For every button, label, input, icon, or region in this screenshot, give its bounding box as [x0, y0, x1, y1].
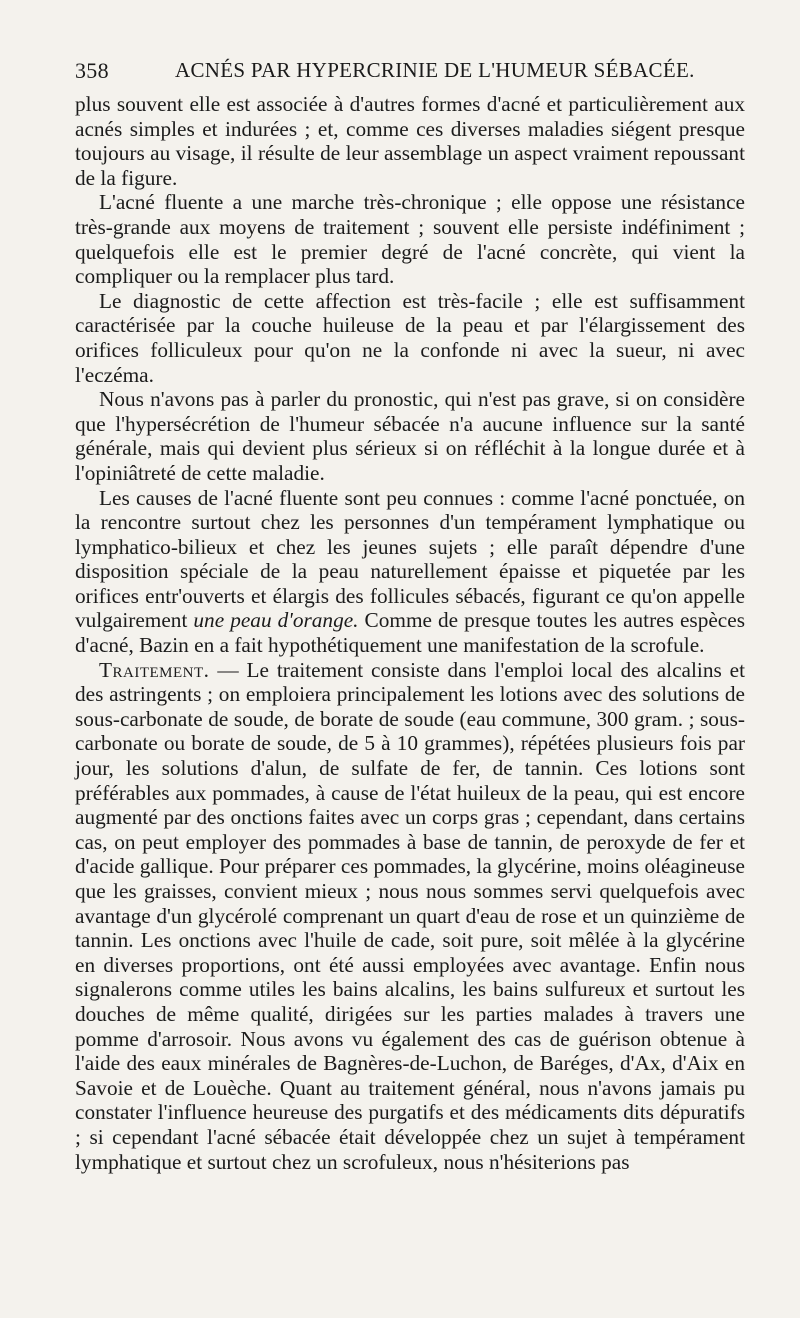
paragraph-text: Le diagnostic de cette affection est très-facile ; elle est suffisamment caractérisée par la couche huileuse de la peau et par l'élargissement des orifices folliculeux pour qu'on ne la confonde ni avec la sueur, ni avec l'eczéma.: [75, 288, 745, 387]
paragraph-text-after: Comme de presque toutes les autres espèces d'acné, Bazin en a fait hypothétiquement une manifestation de la scrofule.: [75, 608, 745, 658]
body-text: [75, 92, 745, 1174]
paragraph-diagnostic: [75, 289, 745, 387]
page-number: 358: [75, 58, 109, 83]
paragraph-pronostic: [75, 387, 745, 485]
page-header: [75, 58, 745, 88]
paragraph-continuation: [75, 92, 745, 190]
paragraph-causes: [75, 486, 745, 658]
italic-phrase: une peau d'orange.: [193, 608, 359, 633]
section-label: Traitement.: [99, 657, 210, 682]
running-title: ACNÉS PAR HYPERCRINIE DE L'HUMEUR SÉBACÉE.: [175, 58, 695, 82]
paragraph-traitement: [75, 658, 745, 1174]
paragraph-text: — Le traitement consiste dans l'emploi local des alcalins et des astringents ; on emploiera principalement les lotions avec des solutions de sous-carbonate de soude, de borate de soude (eau commune, 300 gram. ; sous-carbonate ou borate de soude, de 5 à 10 grammes), répétées plusieurs fois par jour, les solutions d'alun, de sulfate de fer, de tannin. Ces lotions sont préférables aux pommades, à cause de l'état huileux de la peau, qui est encore augmenté par des onctions faites avec un corps gras ; cependant, dans certains cas, on peut employer des pommades à base de tannin, de peroxyde de fer et d'acide gallique. Pour préparer ces pommades, la glycérine, moins oléagineuse que les graisses, convient mieux ; nous nous sommes servi quelquefois avec avantage d'un glycérolé comprenant un quart d'eau de rose et un quinzième de tannin. Les onctions avec l'huile de cade, soit pure, soit mêlée à la glycérine en diverses proportions, ont été aussi employées avec avantage. Enfin nous signalerons comme utiles les bains alcalins, les bains sulfureux et surtout les douches de même qualité, dirigées sur les parties malades à travers une pomme d'arrosoir. Nous avons vu également des cas de guérison obtenue à l'aide des eaux minérales de Bagnères-de-Luchon, de Baréges, d'Ax, d'Aix en Savoie et de Louèche. Quant au traitement général, nous n'avons jamais pu constater l'influence heureuse des purgatifs et des médicaments dits dépuratifs ; si cependant l'acné sébacée était développée chez un sujet à tempérament lymphatique et surtout chez un scrofuleux, nous n'hésiterions pas: [75, 657, 745, 1174]
paragraph-text: L'acné fluente a une marche très-chronique ; elle oppose une résistance très-grande aux moyens de traitement ; souvent elle persiste indéfiniment ; quelquefois elle est le premier degré de l'acné concrète, qui vient la compliquer ou la remplacer plus tard.: [75, 190, 745, 289]
paragraph-text-before: Les causes de l'acné fluente sont peu connues : comme l'acné ponctuée, on la rencontre surtout chez les personnes d'un tempérament lymphatique ou lymphatico-bilieux et chez les jeunes sujets ; elle paraît dépendre d'une disposition spéciale de la peau naturellement épaisse et piquetée par les orifices entr'ouverts et élargis des follicules sébacés, figurant ce qu'on appelle vulgairement: [75, 485, 745, 633]
paragraph-text: Nous n'avons pas à parler du pronostic, qui n'est pas grave, si on considère que l'hypersécrétion de l'humeur sébacée n'a aucune influence sur la santé générale, mais qui devient plus sérieux si on réfléchit à la longue durée et à l'opiniâtreté de cette maladie.: [75, 387, 745, 485]
paragraph-text: plus souvent elle est associée à d'autres formes d'acné et particulièrement aux acnés simples et indurées ; et, comme ces diverses maladies siégent presque toujours au visage, il résulte de leur assemblage un aspect vraiment repoussant de la figure.: [75, 92, 745, 190]
paragraph-marche: [75, 190, 745, 288]
